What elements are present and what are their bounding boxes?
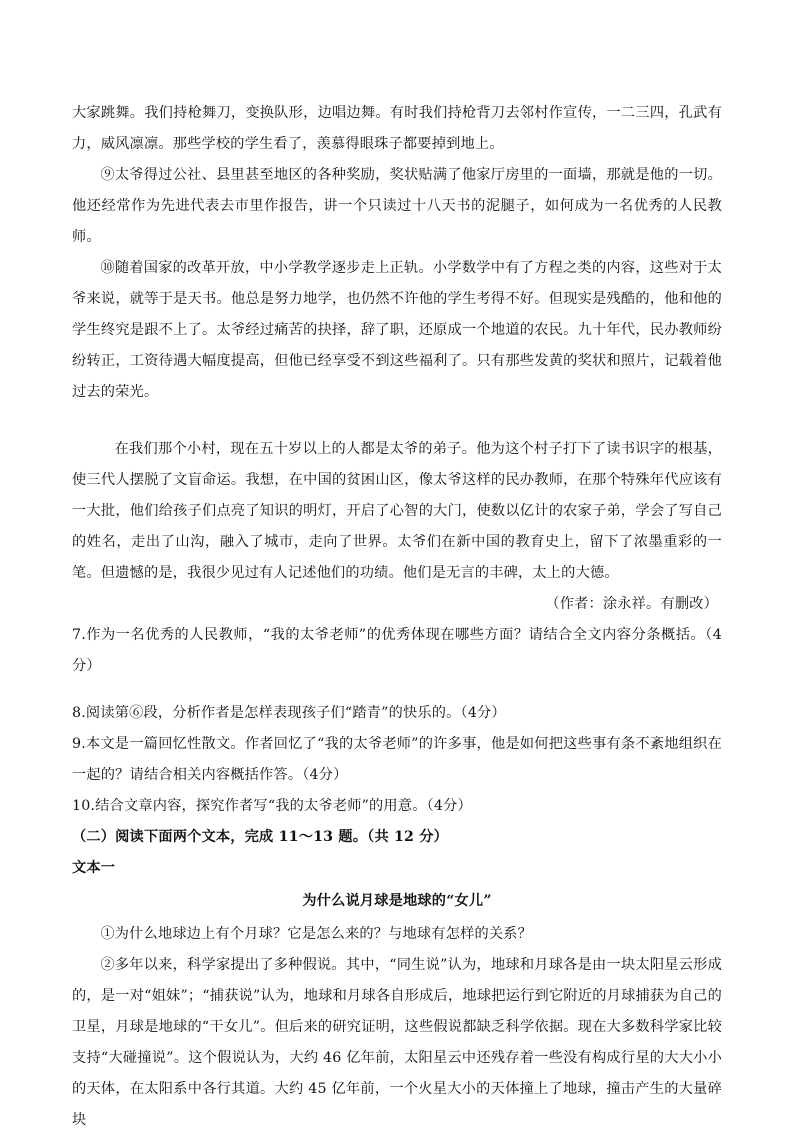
- question-9: 9.本文是一篇回忆性散文。作者回忆了“我的太爷老师”的许多事，他是如何把这些事有条不紊地组织在一起的？请结合相关内容概括作答。（4分）: [72, 736, 722, 783]
- article-paragraph-2: ②多年以来，科学家提出了多种假说。其中，“同生说”认为，地球和月球各是由一块太阳星云形成的，是一对“姐妹”；“捕获说”认为，地球和月球各自形成后，地球把运行到它附近的月球捕获为自己的卫星，月球是地球的“干女儿”。但后来的研究证明，这些假说都缺乏科学依据。现在大多数科学家比较支持“大碰撞说”。这个假说认为，大约 46 亿年前，太阳星云中还残存着一些没有构成行星的大大小小的天体，在太阳系中各行其道。大约 45 亿年前，一个火星大小的天体撞上了地球，撞击产生的大量碎块: [72, 957, 722, 1128]
- document-page: [72, 98, 722, 1136]
- story-paragraph-10: ⑩随着国家的改革开放，中小学教学逐步走上正轨。小学数学中有了方程之类的内容，这些对于太爷来说，就等于是天书。他总是努力地学，也仍然不许他的学生考得不好。但现实是残酷的，他和他的学生终究是跟不上了。太爷经过痛苦的抉择，辞了职，还原成一个地道的农民。九十年代，民办教师纷纷转正，工资待遇大幅度提高，但他已经享受不到这些福利了。只有那些发黄的奖状和照片，记载着他过去的荣光。: [72, 260, 722, 400]
- article-title: 为什么说月球是地球的“女儿”: [302, 893, 492, 909]
- author-note: （作者：涂永祥。有删改）: [545, 596, 718, 612]
- article-paragraph-1: ①为什么地球边上有个月球？它是怎么来的？与地球有怎样的关系？: [100, 926, 533, 942]
- section-2-heading: （二）阅读下面两个文本，完成 11～13 题。（共 12 分）: [72, 829, 449, 845]
- story-paragraph-continued: 大家跳舞。我们持枪舞刀，变换队形，边唱边舞。有时我们持枪背刀去邻村作宣传，一二三四，孔武有力，威风凛凛。那些学校的学生看了，羡慕得眼珠子都要掉到地上。: [72, 105, 722, 152]
- question-8: 8.阅读第⑥段，分析作者是怎样表现孩子们“踏青”的快乐的。（4分）: [72, 705, 506, 721]
- question-7: 7.作为一名优秀的人民教师，“我的太爷老师”的优秀体现在哪些方面？请结合全文内容分条概括。（4分）: [72, 627, 722, 674]
- story-paragraph-9: ⑨太爷得过公社、县里甚至地区的各种奖励，奖状贴满了他家厅房里的一面墙，那就是他的一切。他还经常作为先进代表去市里作报告，讲一个只读过十八天书的泥腿子，如何成为一名优秀的人民教师。: [72, 167, 722, 245]
- text-label: 文本一: [72, 860, 116, 876]
- story-paragraph-11: 在我们那个小村，现在五十岁以上的人都是太爷的弟子。他为这个村子打下了读书识字的根基，使三代人摆脱了文盲命运。我想，在中国的贫困山区，像太爷这样的民办教师，在那个特殊年代应该有一大批，他们给孩子们点亮了知识的明灯，开启了心智的大门，使数以亿计的农家子弟，学会了写自己的姓名，走出了山沟，融入了城市，走向了世界。太爷们在新中国的教育史上，留下了浓墨重彩的一笔。但遗憾的是，我很少见过有人记述他们的功绩。他们是无言的丰碑，太上的大德。: [72, 441, 722, 581]
- question-10: 10.结合文章内容，探究作者写“我的太爷老师”的用意。（4分）: [72, 798, 472, 814]
